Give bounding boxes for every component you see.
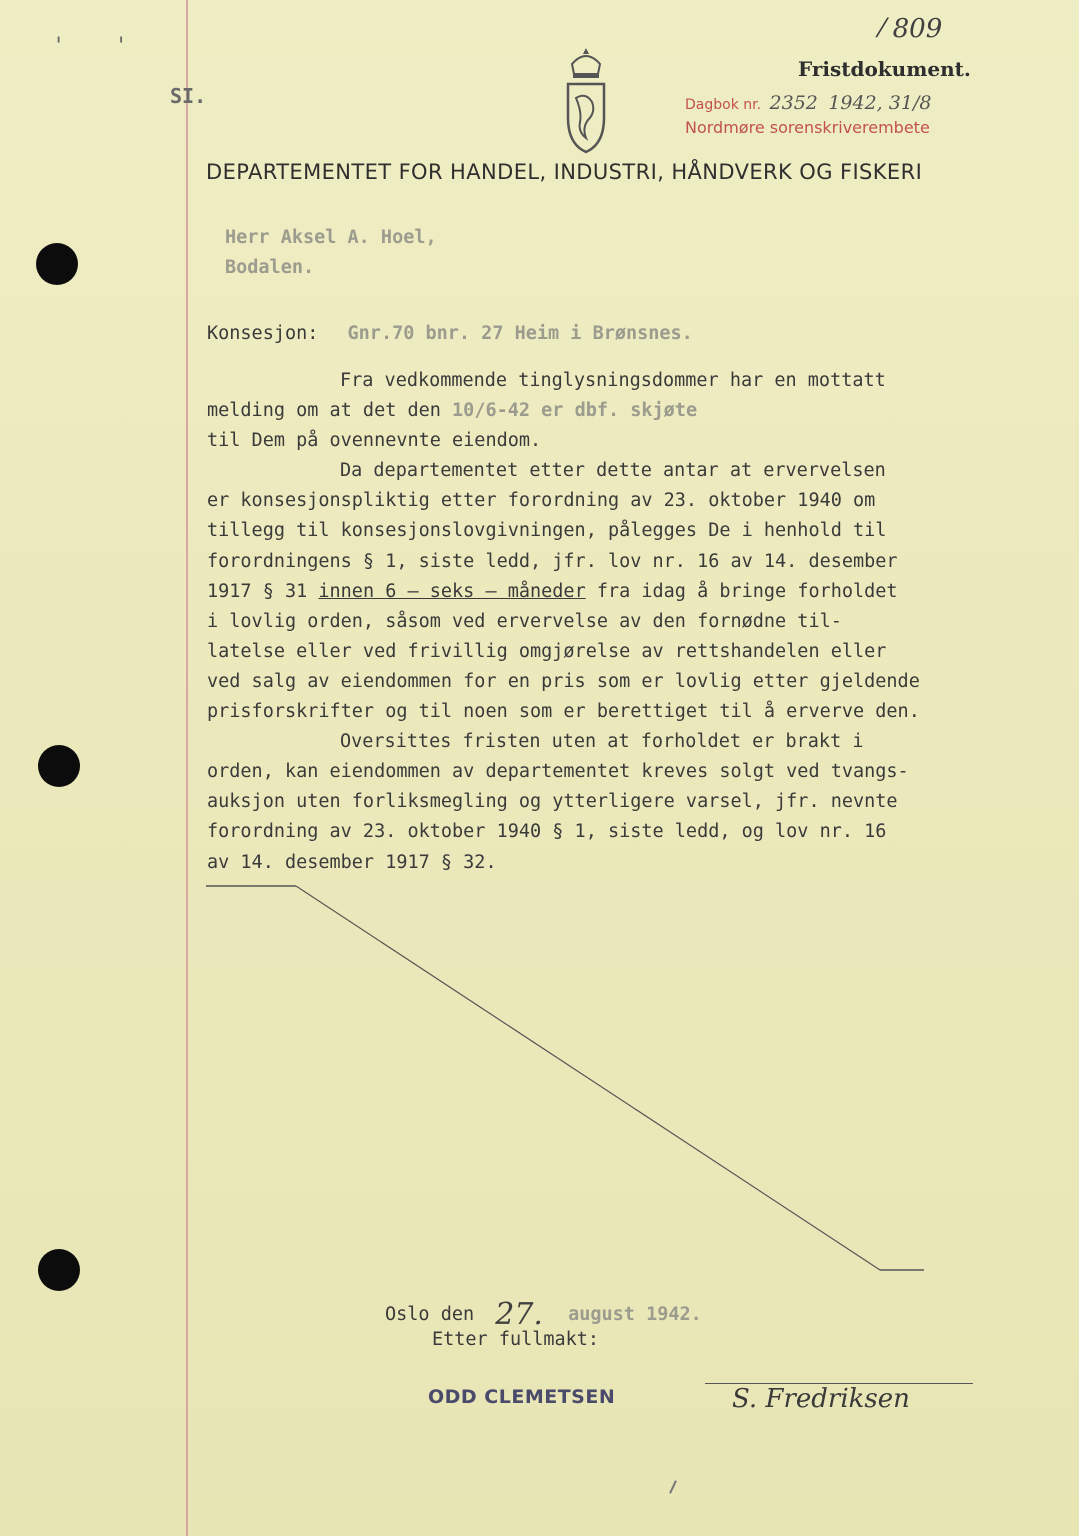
body-line: Fra vedkommende tinglysningsdommer har en mottatt xyxy=(340,370,886,391)
body-line: er konsesjonspliktig etter forordning av 23. oktober 1940 om xyxy=(207,490,876,512)
body-text-segment: fra idag å bringe forholdet xyxy=(585,580,898,602)
body-text-segment: melding om at det den xyxy=(207,400,453,422)
name-stamp: ODD CLEMETSEN xyxy=(428,1386,616,1408)
body-text-segment: 1917 § 31 xyxy=(207,580,319,602)
department-heading: DEPARTEMENTET FOR HANDEL, INDUSTRI, HÅNDVERK OG FISKERI xyxy=(206,160,923,184)
margin-scribble: ' ' xyxy=(52,34,146,59)
signature: S. Fredriksen xyxy=(732,1384,910,1414)
concession-label: Konsesjon: xyxy=(207,323,319,344)
register-stamp-office: Nordmøre sorenskriverembete xyxy=(685,118,930,137)
body-line: tillegg til konsesjonslovgivningen, pålegges De i henhold til xyxy=(207,520,887,542)
body-line: prisforskrifter og til noen som er berettiget til å erverve den. xyxy=(207,701,920,723)
addressee-place: Bodalen. xyxy=(225,257,315,278)
folio-value: 809 xyxy=(892,14,943,44)
body-line: av 14. desember 1917 § 32. xyxy=(207,851,497,873)
dagbok-date: 1942, 31/8 xyxy=(828,92,932,114)
coat-of-arms-icon xyxy=(562,46,610,156)
concession-line xyxy=(207,323,693,344)
concession-property: Gnr.70 bnr. 27 Heim i Brønsnes. xyxy=(347,323,693,344)
closing-month-year: august 1942. xyxy=(568,1304,702,1325)
punch-hole-top xyxy=(36,243,78,285)
body-line: i lovlig orden, såsom ved ervervelse av den fornødne til- xyxy=(207,610,842,632)
folio-tick: ⁄ xyxy=(880,14,885,44)
dagbok-number: 2352 xyxy=(769,92,818,114)
closing-place: Oslo den xyxy=(385,1304,475,1325)
dagbok-label: Dagbok nr. xyxy=(685,97,762,113)
addressee-name: Herr Aksel A. Hoel, xyxy=(225,227,437,248)
body-line: Da departementet etter dette antar at ervervelsen xyxy=(340,460,886,482)
punch-hole-bottom xyxy=(38,1249,80,1291)
authority-line: Etter fullmakt: xyxy=(432,1329,600,1350)
folio-number xyxy=(880,14,942,44)
filled-in-text: 10/6-42 er dbf. skjøte xyxy=(452,400,698,422)
cancellation-stroke xyxy=(200,878,930,1278)
body-line: Oversittes fristen uten at forholdet er brakt i xyxy=(340,731,864,753)
register-stamp-line1 xyxy=(685,92,931,114)
margin-rule xyxy=(186,0,188,1536)
letter-body xyxy=(207,366,987,878)
fristdokument-stamp: Fristdokument. xyxy=(798,57,971,81)
body-line xyxy=(207,396,987,426)
body-line: til Dem på ovennevnte eiendom. xyxy=(207,430,542,452)
body-line: forordning av 23. oktober 1940 § 1, siste ledd, og lov nr. 16 xyxy=(207,821,887,843)
punch-hole-middle xyxy=(38,745,80,787)
closing-date-line xyxy=(385,1293,702,1332)
body-line: forordningens § 1, siste ledd, jfr. lov nr. 16 av 14. desember xyxy=(207,550,898,572)
body-line: auksjon uten forliksmegling og ytterligere varsel, jfr. nevnte xyxy=(207,791,898,813)
body-line: latelse eller ved frivillig omgjørelse av rettshandelen eller xyxy=(207,640,887,662)
stray-mark xyxy=(669,1480,677,1494)
office-code: SI. xyxy=(170,84,207,108)
body-line xyxy=(207,577,987,607)
closing-day: 27. xyxy=(495,1297,543,1332)
body-line: orden, kan eiendommen av departementet kreves solgt ved tvangs- xyxy=(207,761,909,783)
signature-rule xyxy=(705,1383,973,1384)
body-line: ved salg av eiendommen for en pris som er lovlig etter gjeldende xyxy=(207,670,920,692)
deadline-underlined: innen 6 – seks – måneder xyxy=(318,580,586,602)
